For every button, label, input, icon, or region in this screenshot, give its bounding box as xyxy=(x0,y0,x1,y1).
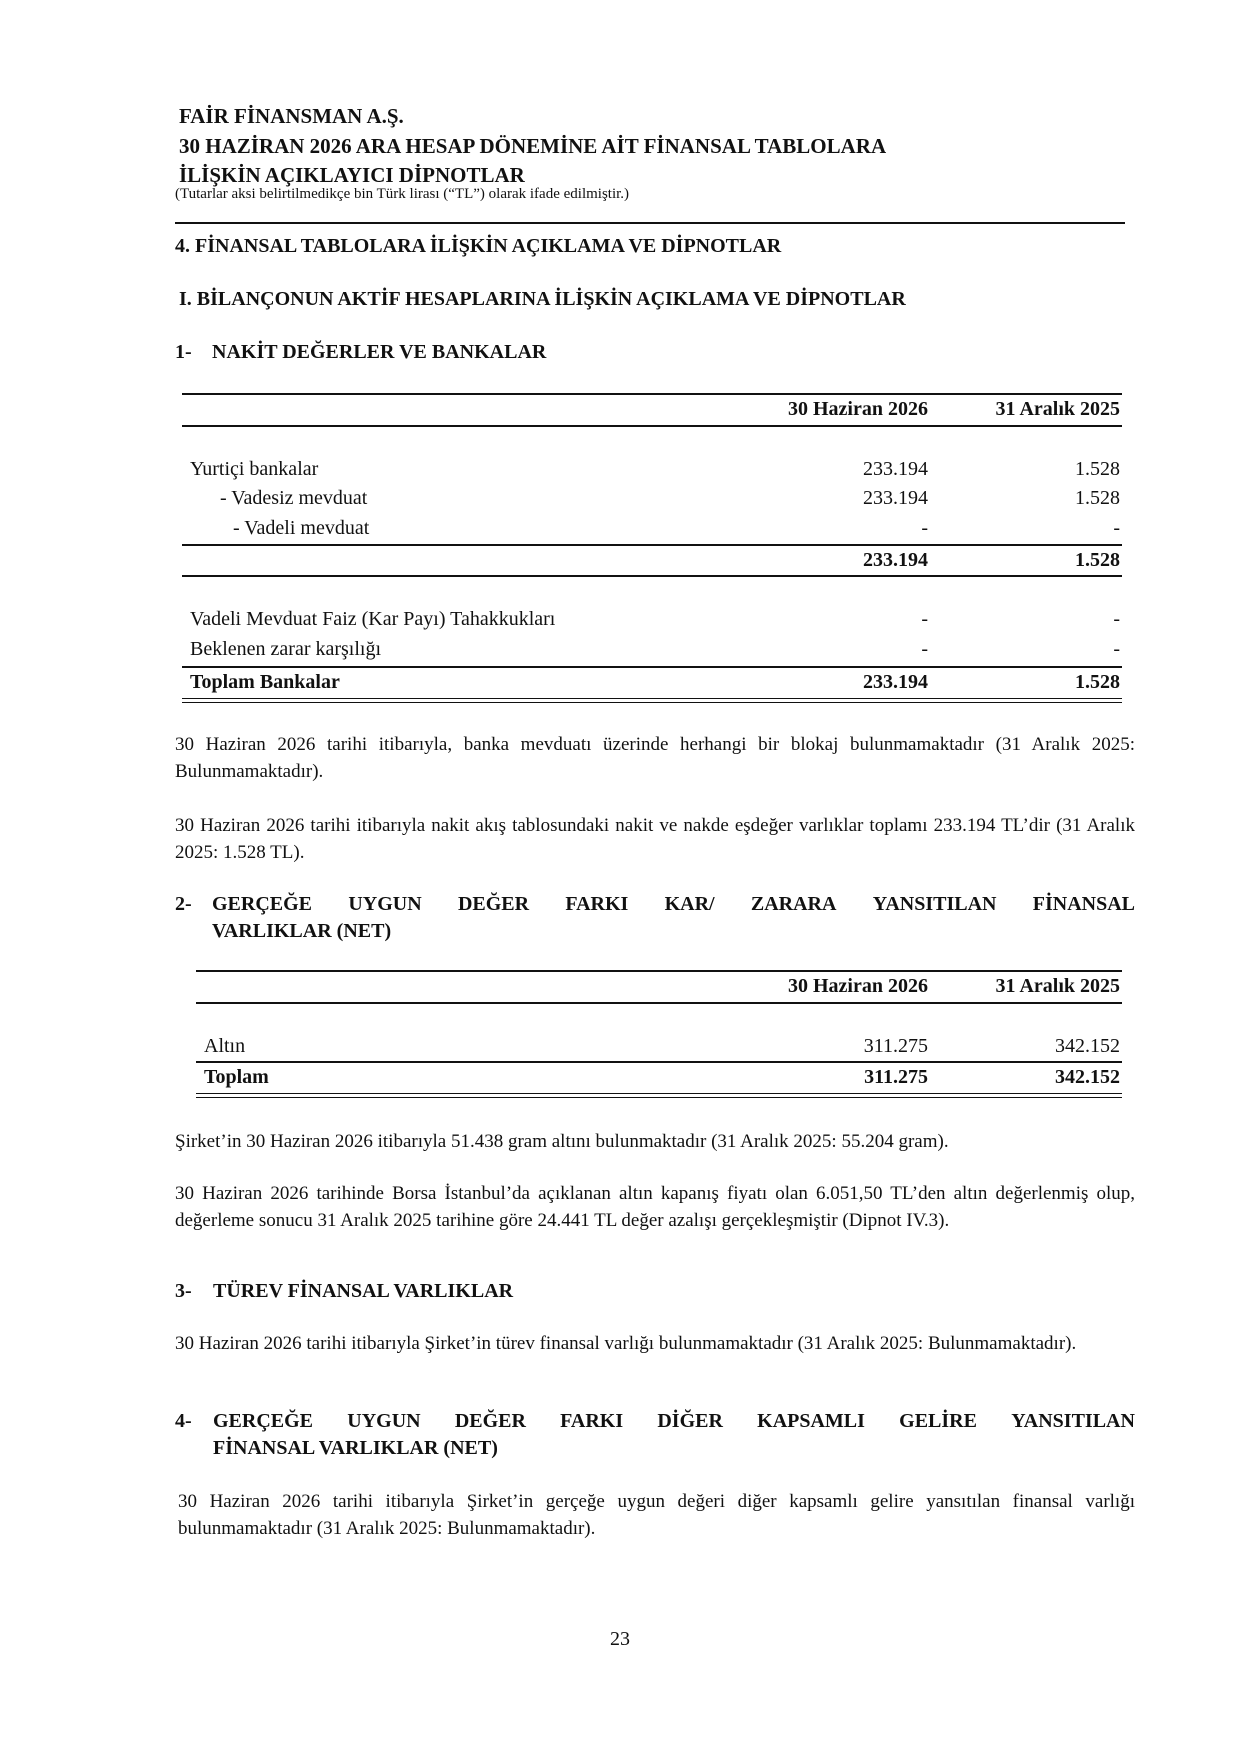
note4-title-word: KAPSAMLI xyxy=(757,1410,865,1432)
note1-row-vadesiz-label: - Vadesiz mevduat xyxy=(220,487,368,509)
note4-title-line2: FİNANSAL VARLIKLAR (NET) xyxy=(213,1437,498,1459)
note4-title-word: DİĞER xyxy=(657,1410,723,1432)
note2-title-word: FİNANSAL xyxy=(1032,893,1135,915)
note1-subtotal-bottom-rule xyxy=(182,575,1122,577)
note2-title-line1 xyxy=(212,893,1135,916)
note2-row-altin-v1: 311.275 xyxy=(863,1035,928,1057)
note1-subtotal-v1: 233.194 xyxy=(863,549,928,571)
note1-total-v1: 233.194 xyxy=(863,671,928,693)
note1-row-vadeli-label: - Vadeli mevduat xyxy=(233,517,370,539)
note4-title-word: GERÇEĞE xyxy=(213,1410,314,1432)
note3-number: 3- xyxy=(175,1280,192,1302)
note1-paragraph-blokaj: 30 Haziran 2026 tarihi itibarıyla, banka mevduatı üzerinde herhangi bir blokaj bulunmamaktadır (31 Aralık 2025: Bulunmamaktadır). xyxy=(175,734,1135,782)
note1-row-zarar-v1: - xyxy=(921,638,928,660)
note2-title-word: YANSITILAN xyxy=(872,893,997,915)
note2-title-word: DEĞER xyxy=(457,893,530,915)
note2-total-double-rule-b xyxy=(196,1097,1122,1098)
note2-total-v1: 311.275 xyxy=(864,1066,928,1088)
page-number: 23 xyxy=(610,1628,630,1650)
note2-row-altin-v2: 342.152 xyxy=(1055,1035,1120,1057)
note2-total-label: Toplam xyxy=(204,1066,269,1088)
note2-table-top-rule xyxy=(196,970,1122,972)
note1-row-yurtici-v2: 1.528 xyxy=(1075,458,1120,480)
note4-title-word: DEĞER xyxy=(454,1410,526,1432)
report-title-line2: İLİŞKİN AÇIKLAYICI DİPNOTLAR xyxy=(179,163,525,187)
note2-title-line2: VARLIKLAR (NET) xyxy=(212,920,392,942)
note2-title-word: UYGUN xyxy=(348,893,422,915)
note1-total-v2: 1.528 xyxy=(1075,671,1120,693)
note1-row-vadesiz-v2: 1.528 xyxy=(1075,487,1120,509)
note4-title-line1 xyxy=(213,1410,1135,1433)
note1-subtotal-top-rule xyxy=(182,544,1122,546)
note2-title-word: KAR/ xyxy=(664,893,715,915)
note1-row-faiz-v1: - xyxy=(921,608,928,630)
note1-row-zarar-label: Beklenen zarar karşılığı xyxy=(190,638,382,660)
header-divider xyxy=(175,222,1125,224)
note1-row-faiz-v2: - xyxy=(1113,608,1120,630)
note2-total-v2: 342.152 xyxy=(1055,1066,1120,1088)
note1-title: NAKİT DEĞERLER VE BANKALAR xyxy=(212,341,547,363)
note1-table-top-rule xyxy=(182,393,1122,395)
company-name: FAİR FİNANSMAN A.Ş. xyxy=(179,104,404,128)
note1-row-vadesiz-v1: 233.194 xyxy=(863,487,928,509)
note1-row-vadeli-v1: - xyxy=(921,517,928,539)
note1-paragraph-nakit-akis: 30 Haziran 2026 tarihi itibarıyla nakit akış tablosundaki nakit ve nakde eşdeğer varlıklar toplamı 233.194 TL’dir (31 Aralık 2025: 1.528 TL). xyxy=(175,815,1135,863)
note1-header-bottom-rule xyxy=(182,425,1122,427)
note4-title-word: UYGUN xyxy=(347,1410,421,1432)
section-4-title: 4. FİNANSAL TABLOLARA İLİŞKİN AÇIKLAMA VE DİPNOTLAR xyxy=(175,235,782,257)
note1-col1-header: 30 Haziran 2026 xyxy=(788,398,928,420)
note1-number: 1- xyxy=(175,341,192,363)
note2-title-word: GERÇEĞE xyxy=(212,893,313,915)
section-i-title: I. BİLANÇONUN AKTİF HESAPLARINA İLİŞKİN AÇIKLAMA VE DİPNOTLAR xyxy=(179,288,906,310)
note1-subtotal-v2: 1.528 xyxy=(1075,549,1120,571)
note4-paragraph: 30 Haziran 2026 tarihi itibarıyla Şirket’in gerçeğe uygun değeri diğer kapsamlı gelire yansıtılan finansal varlığı bulunmamaktadır (31 Aralık 2025: Bulunmamaktadır). xyxy=(178,1491,1135,1539)
note4-title-word: GELİRE xyxy=(899,1410,977,1432)
note3-paragraph: 30 Haziran 2026 tarihi itibarıyla Şirket’in türev finansal varlığı bulunmamaktadır (31 Aralık 2025: Bulunmamaktadır). xyxy=(175,1333,1077,1354)
note1-col2-header: 31 Aralık 2025 xyxy=(995,398,1120,420)
note2-col1-header: 30 Haziran 2026 xyxy=(788,975,928,997)
note1-row-yurtici-v1: 233.194 xyxy=(863,458,928,480)
note2-title-word: FARKI xyxy=(565,893,629,915)
note3-title: TÜREV FİNANSAL VARLIKLAR xyxy=(213,1280,514,1302)
note2-total-top-rule xyxy=(196,1061,1122,1063)
note2-total-double-rule-a xyxy=(196,1093,1122,1094)
note1-total-label: Toplam Bankalar xyxy=(190,671,340,693)
note4-number: 4- xyxy=(175,1410,192,1432)
report-subtitle: (Tutarlar aksi belirtilmedikçe bin Türk lirası (“TL”) olarak ifade edilmiştir.) xyxy=(175,186,630,202)
note2-paragraph-gram: Şirket’in 30 Haziran 2026 itibarıyla 51.438 gram altını bulunmaktadır (31 Aralık 2025: 55.204 gram). xyxy=(175,1131,949,1152)
note1-total-double-rule-a xyxy=(182,698,1122,699)
note1-total-top-rule xyxy=(182,666,1122,668)
note2-col2-header: 31 Aralık 2025 xyxy=(995,975,1120,997)
report-title-line1: 30 HAZİRAN 2026 ARA HESAP DÖNEMİNE AİT FİNANSAL TABLOLARA xyxy=(179,134,887,158)
note2-header-bottom-rule xyxy=(196,1002,1122,1004)
note1-row-yurtici-label: Yurtiçi bankalar xyxy=(190,458,319,480)
note2-title-word: ZARARA xyxy=(750,893,837,915)
note1-total-double-rule-b xyxy=(182,702,1122,703)
note2-paragraph-degerleme: 30 Haziran 2026 tarihinde Borsa İstanbul’da açıklanan altın kapanış fiyatı olan 6.051,50 TL’den altın değerlenmiş olup, değerleme sonucu 31 Aralık 2025 tarihine göre 24.441 TL değer azalışı gerçekleşmiştir (Dipnot IV.3). xyxy=(175,1183,1135,1231)
note4-title-word: YANSITILAN xyxy=(1011,1410,1135,1432)
note1-row-faiz-label: Vadeli Mevduat Faiz (Kar Payı) Tahakkukları xyxy=(190,608,556,630)
note1-row-vadeli-v2: - xyxy=(1113,517,1120,539)
note1-row-zarar-v2: - xyxy=(1113,638,1120,660)
note2-row-altin-label: Altın xyxy=(204,1035,246,1057)
note4-title-word: FARKI xyxy=(560,1410,624,1432)
note2-number: 2- xyxy=(175,893,192,915)
